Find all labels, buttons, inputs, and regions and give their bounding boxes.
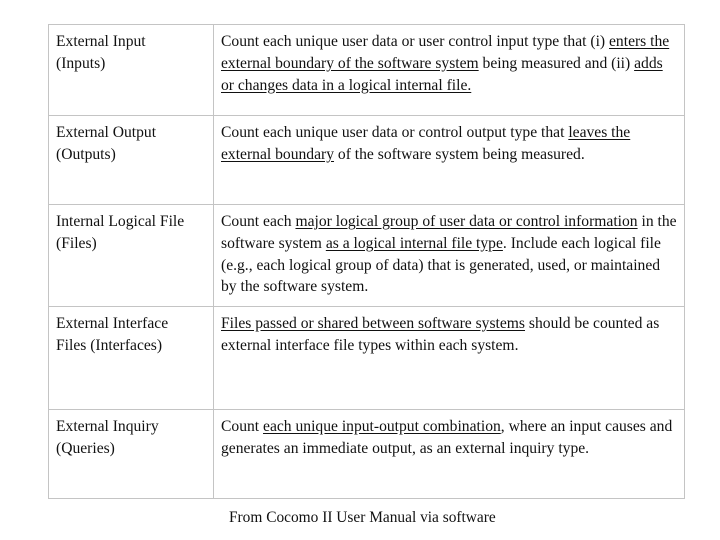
table-row-external-output [49,116,685,205]
table-row-external-input [49,25,685,116]
description-text: being measured and (ii) [478,54,635,72]
term-cell [49,410,214,499]
description-text-underlined: enters the external boundary of the software system [221,33,670,72]
term-name: External Interface [56,315,169,332]
description-text-underlined: major logical group of user data or control information [295,213,638,230]
description-cell [214,205,685,307]
term-abbreviation: (Inputs) [56,54,106,72]
table-row-internal-logical-file [49,205,685,307]
term-cell [49,25,214,116]
term-cell [49,307,214,410]
description-text: . Include each logical file (e.g., each logical group of data) that is generated, used, or maintained by the software system. [221,234,661,296]
term-name: External Input [56,33,146,50]
description-text: Count each unique user data or control output type that [221,124,569,141]
term-name: External Output [56,124,157,141]
function-types-table [48,24,685,499]
description-text: , where an input causes and generates an immediate output, as an external inquiry type. [221,418,673,457]
term-abbreviation: (Files) [56,234,97,252]
table-row-external-interface [49,307,685,410]
term-cell [49,205,214,307]
description-text-underlined: Files passed or shared between software systems [221,315,526,332]
description-text: of the software system being measured. [334,145,585,163]
term-name: External Inquiry [56,418,159,435]
description-text: should be counted as external interface file types within each system. [221,315,660,354]
term-name: Internal Logical File [56,213,185,230]
description-text-underlined: leaves the external boundary [221,124,631,163]
description-text-underlined: as a logical internal file type [325,234,503,252]
description-text-underlined: each unique input-output combination [263,418,501,435]
description-cell [214,116,685,205]
description-text: Count each unique user data or user control input type that (i) [221,33,610,50]
term-cell [49,116,214,205]
description-cell [214,410,685,499]
table-row-external-inquiry [49,410,685,499]
description-text: Count [221,418,264,435]
description-text: Count each [221,213,296,230]
description-text-underlined: adds or changes data in a logical internal file. [221,54,663,94]
term-abbreviation: (Outputs) [56,145,116,163]
description-cell [214,307,685,410]
description-cell [214,25,685,116]
term-abbreviation: (Queries) [56,439,115,457]
source-caption: From Cocomo II User Manual via software [229,509,496,526]
description-text: in the software system [221,213,677,252]
term-abbreviation: Files (Interfaces) [56,336,163,354]
